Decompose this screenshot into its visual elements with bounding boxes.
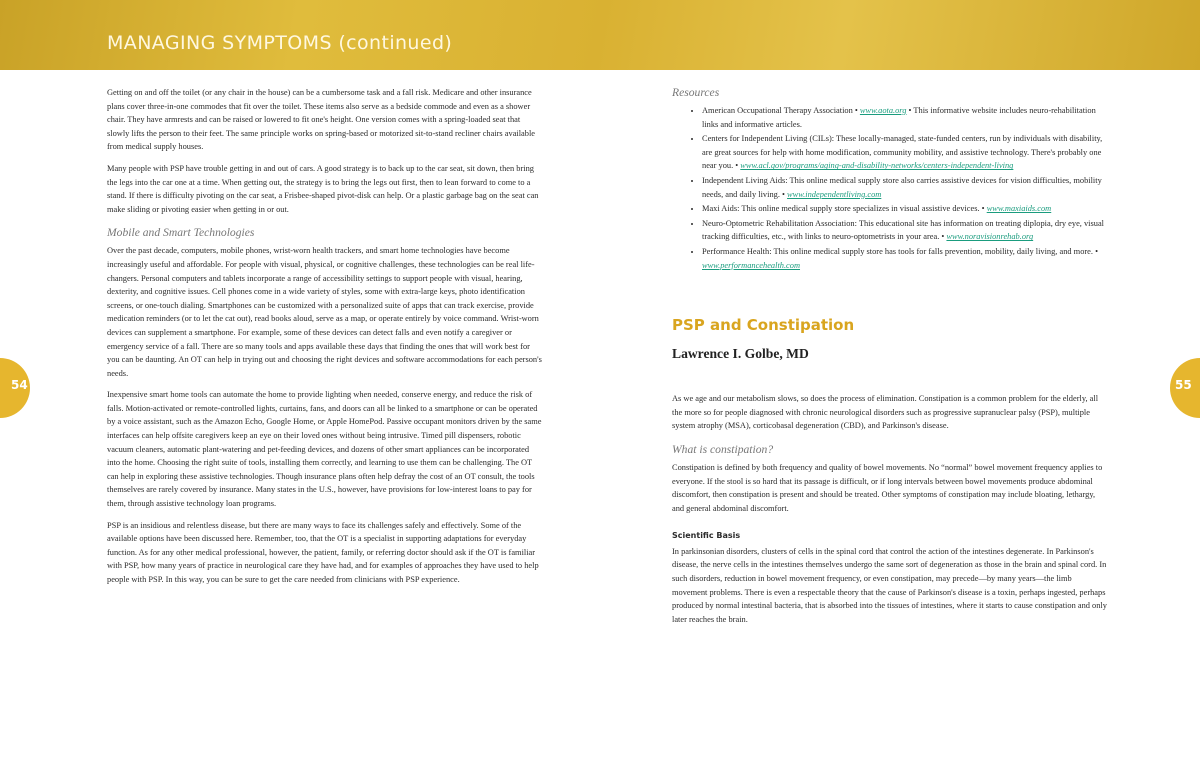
page-number-right: 55: [1175, 378, 1192, 392]
subhead-resources: Resources: [672, 86, 720, 99]
right-column: [672, 86, 1108, 634]
paragraph-scientific-basis: In parkinsonian disorders, clusters of cells in the spinal cord that control the action of the intestines degenerate. In Parkinson's disease, the nerve cells in the intestines themselves undergo the same sort of degeneration as those in the brain and spinal cord. In such disorders, reduction in bowel movement frequency, or even constipation, may precede—by many years—the limb movement problems. There is even a respectable theory that the cause of Parkinson's disease is a toxin, perhaps ingested, perhaps produced by normal intestinal bacteria, that is absorbed into the tissues of intestines, where it starts to cause constipation and only later reaches the brain.: [672, 546, 1107, 624]
resource-item: [702, 132, 1108, 173]
author-name: Lawrence I. Golbe, MD: [672, 346, 809, 362]
resource-text: Centers for Independent Living (CILs): These locally-managed, state-funded centers, run by individuals with disability, are great sources for help with home modification, community mobility, and assistive technology. There's probably one near you. •: [702, 134, 1103, 171]
resource-text: Independent Living Aids: This online medical supply store also carries assistive devices for vision difficulties, mobility needs, and daily living. •: [702, 175, 1102, 199]
resource-text: American Occupational Therapy Association •: [702, 106, 860, 115]
page-number-tab-left: [0, 358, 30, 418]
page-number-tab-right: [1170, 358, 1200, 418]
resource-text: Neuro-Optometric Rehabilitation Association: This educational site has information on treating diplopia, dry eye, visual tracking difficulties, etc., with links to neuro-optometrists in your area. •: [702, 218, 1104, 242]
resource-text-after: • This informative website includes neuro-rehabilitation links and informative articles.: [702, 106, 1096, 129]
paragraph-intro: As we age and our metabolism slows, so does the process of elimination. Constipation is a common problem for the elderly, all the more so for people diagnosed with chronic neurological disorders such as progressive supranuclear palsy (PSP), multiple system atrophy (MSA), corticobasal degeneration (CBD), and Parkinson's disease.: [672, 394, 1099, 431]
resource-item: [702, 245, 1108, 272]
resource-link[interactable]: www.independentliving.com: [787, 189, 882, 199]
paragraph-definition: Constipation is defined by both frequency and quality of bowel movements. No “normal” bowel movement frequency applies to everyone. If the stool is so hard that its passage is difficult, or if long intervals between bowel movements produce abdominal discomfort, then constipation is present and should be treated. Other symptoms of constipation may include bloating, lethargy, and general abdominal discomfort.: [672, 462, 1103, 513]
page-title: MANAGING SYMPTOMS (continued): [107, 32, 453, 54]
resource-text: Maxi Aids: This online medical supply store specializes in visual assistive devices. •: [702, 204, 987, 214]
resource-link[interactable]: www.maxiaids.com: [986, 204, 1052, 214]
section-title: PSP and Constipation: [672, 316, 855, 335]
resource-link[interactable]: www.aota.org: [859, 106, 907, 115]
page-number-left: 54: [11, 378, 28, 392]
paragraph-conclusion: PSP is an insidious and relentless disease, but there are many ways to face its challenges safely and effectively. Some of the available options have been discussed here. Remember, too, that the OT is a specialist in supporting adaptations for everyday function. As for any other medical professional, however, the patient, family, or referring doctor should ask if the OT is familiar with PSP, how many years of practice in neurological care they have had, and for examples of approaches they have used to help people with PSP. In this way, you can be sure to get the care needed from clinicians with PSP experience.: [107, 520, 539, 584]
left-column: [107, 86, 543, 595]
resource-item: [702, 202, 1108, 216]
resource-item: [702, 217, 1108, 244]
resource-link[interactable]: www.acl.gov/programs/aging-and-disability-networks/centers-independent-living: [740, 161, 1014, 171]
subhead-scientific-basis: Scientific Basis: [672, 531, 741, 541]
paragraph-toilet: Getting on and off the toilet (or any chair in the house) can be a cumbersome task and a fall risk. Medicare and other insurance plans cover three-in-one commodes that fit over the toilet. These items also serve as a bedside commode and even as a shower chair. They have armrests and can be raised or lowered to fit one's height. One version comes with a spring-loaded seat that slowly lifts the person to their feet. The same principle works on spring-based or motorized sit-to-stand recliner chairs available from medical supply houses.: [107, 88, 536, 152]
paragraph-technologies: Over the past decade, computers, mobile phones, wrist-worn health trackers, and smart home technologies have become increasingly useful and affordable. For people with visual, physical, or cognitive challenges, these technologies can be real life-changers. Personal computers and tablets incorporate a range of accessibility settings to support people with visual, hearing, dexterity, and cognitive issues. Cell phones come in a wide variety of styles, some with extra-large keys, photo identification screens, or one-touch dialing. Smartphones can be customized with a personalized suite of apps that can track exercise, provide medication reminders (or to let the cat out), read books aloud, serve as a map, or operate entirely by voice command. Wrist-worn devices can supplement a smartphone. For example, some of these devices can detect falls and even notify a caregiver or emergency service of a fall. There are so many tools and apps available these days that finding the ones that will work best for you can be daunting. An OT can help in trying out and choosing the right devices and software accommodations for each person's needs.: [107, 246, 542, 378]
resource-link[interactable]: www.noravisionrehab.org: [946, 232, 1034, 242]
resource-item: [702, 104, 1108, 131]
paragraph-cars: Many people with PSP have trouble getting in and out of cars. A good strategy is to back up to the car seat, sit down, then bring the legs into the car one at a time. When getting out, the strategy is to bring the legs out first, then to lean forward to come to a stand. If there is difficulty pivoting on the car seat, a Frisbee-shaped pivot-disk can help. Or a plastic garbage bag on the seat can make sliding or pivoting easier when getting in or out.: [107, 163, 539, 214]
paragraph-smart-home: Inexpensive smart home tools can automate the home to provide lighting when needed, conserve energy, and reduce the risk of falls. Motion-activated or remote-controlled lights, curtains, fans, and doors can all be linked to a smartphone or can be operated by a voice assistant, such as the Amazon Echo, Google Home, or Apple HomePod. Passive occupant monitors driven by the same interfaces can help offsite caregivers keep an eye on their loved ones without being intrusive. Timed pill dispensers, robotic vacuum cleaners, automatic plant-watering and pet-feeding devices, and dozens of other smart appliances can be incorporated into the home. Choosing the right suite of tools, installing them correctly, and learning to use them can be challenging. The OT can help in exploring these assistive technologies. Though insurance plans often help defray the cost of an OT consult, the tools themselves are rarely covered by insurance. Many states in the U.S., however, have provisions for low-interest loans to pay for them, through assistive technology loan programs.: [107, 390, 542, 509]
subhead-mobile-smart: Mobile and Smart Technologies: [107, 226, 255, 240]
subhead-what-is: What is constipation?: [672, 442, 774, 456]
resource-item: [702, 174, 1108, 201]
header-banner: [0, 0, 1200, 70]
resource-link[interactable]: www.performancehealth.com: [702, 260, 801, 270]
resource-text: Performance Health: This online medical supply store has tools for falls prevention, mobility, daily living, and more. •: [702, 246, 1099, 256]
resources-list: [672, 104, 1108, 272]
